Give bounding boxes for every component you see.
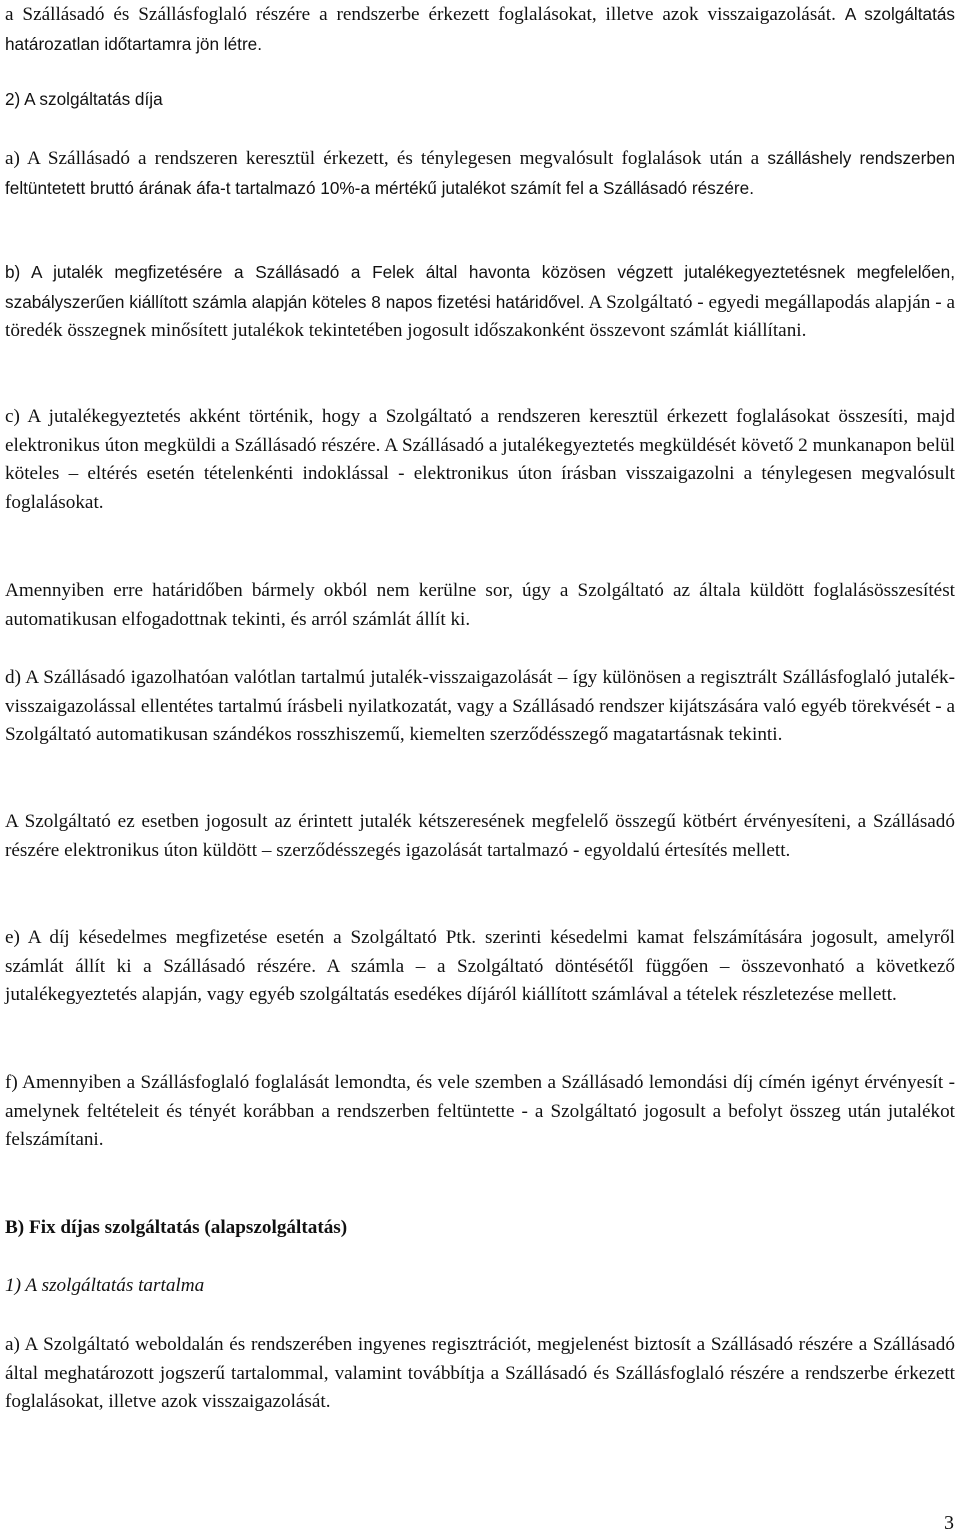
paragraph-b <box>5 258 955 346</box>
page-number: 3 <box>944 1512 954 1534</box>
paragraph-a-text-2: szálláshely rendszerben feltüntetett bruttó árának áfa-t tartalmazó 10%-a mértékű jutalékot számít fel a Szállásadó részére. <box>5 148 956 198</box>
intro-text-2: A szolgáltatás határozatlan időtartamra jön létre. <box>5 4 956 54</box>
paragraph-a-text-1: a) A Szállásadó a rendszeren keresztül érkezett, és ténylegesen megvalósult foglalások után a <box>5 148 760 169</box>
section-heading-2: 2) A szolgáltatás díja <box>5 89 163 109</box>
paragraph-b-text-1: b) A jutalék megfizetésére a Szállásadó a Felek által havonta közösen végzett jutalékegyeztetésnek megfelelően, szabályszerűen kiállított számla alapján köteles 8 napos fizetési határidővel. <box>5 262 955 312</box>
section-heading-B: B) Fix díjas szolgáltatás (alapszolgáltatás) <box>5 1217 348 1238</box>
paragraph-f: f) Amennyiben a Szállásfoglaló foglalását lemondta, és vele szemben a Szállásadó lemondási díj címén igényt érvényesít - amelynek feltételeit és tényét korábban a rendszerben feltüntette - a Szolgáltató jogosult a befolyt összeg után jutalékot felszámítani. <box>5 1072 955 1151</box>
paragraph-kotber: A Szolgáltató ez esetben jogosult az érintett jutalék kétszeresének megfelelő összegű kötbért érvényesíteni, a Szállásadó részére elektronikus úton küldött – szerződésszegés igazolását tartalmazó - egyoldalú értesítés mellett. <box>5 811 955 861</box>
paragraph-b-text-2: A Szolgáltató - egyedi megállapodás alapján - a töredék összegnek minősített jutalékok tekintetében jogosult időszakonként összevont számlát kiállítani. <box>5 291 955 342</box>
paragraph-e: e) A díj késedelmes megfizetése esetén a Szolgáltató Ptk. szerinti késedelmi kamat felszámítására jogosult, amelyről számlát állít ki a Szállásadó részére. A számla – a Szolgáltató döntésétől függően – összevonható a következő jutalékegyeztetés alapján, vagy egyéb szolgáltatás esedékes díjáról kiállított számlával a tételek részletezése mellett. <box>5 927 955 1006</box>
intro-text-1: a Szállásadó és Szállásfoglaló részére a rendszerbe érkezett foglalásokat, illetve azok visszaigazolását. <box>5 4 836 25</box>
section-heading-B1: 1) A szolgáltatás tartalma <box>5 1275 205 1296</box>
paragraph-B-a: a) A Szolgáltató weboldalán és rendszerében ingyenes regisztrációt, megjelenést biztosít a Szállásadó részére a Szállásadó által meghatározott jogszerű tartalommal, valamint továbbítja a Szállásadó és Szállásfoglaló részére a rendszerbe érkezett foglalásokat, illetve azok visszaigazolását. <box>5 1334 955 1413</box>
paragraph-d: d) A Szállásadó igazolhatóan valótlan tartalmú jutalék-visszaigazolását – így különösen a regisztrált Szállásfoglaló jutalék-visszaigazolással ellentétes tartalmú írásbeli nyilatkozatát, vagy a Szállásadó rendszer kijátszására való egyéb törekvését - a Szolgáltató automatikusan szándékos rosszhiszemű, kiemelten szerződésszegő magatartásnak tekinti. <box>5 667 955 746</box>
paragraph-c: c) A jutalékegyeztetés akként történik, hogy a Szolgáltató a rendszeren keresztül érkezett foglalásokat összesíti, majd elektronikus úton megküldi a Szállásadó részére. A Szállásadó a jutalékegyeztetés megküldését követő 2 munkanapon belül köteles – eltérés esetén tételenkénti indoklással - elektronikus úton írásban visszaigazolni a ténylegesen megvalósult foglalásokat. <box>5 406 955 514</box>
paragraph-amennyiben: Amennyiben erre határidőben bármely okból nem kerülne sor, úgy a Szolgáltató az általa küldött foglalásösszesítést automatikusan elfogadottnak tekinti, és arról számlát állít ki. <box>5 580 955 630</box>
paragraph-a <box>5 144 955 203</box>
intro-paragraph <box>5 0 955 59</box>
